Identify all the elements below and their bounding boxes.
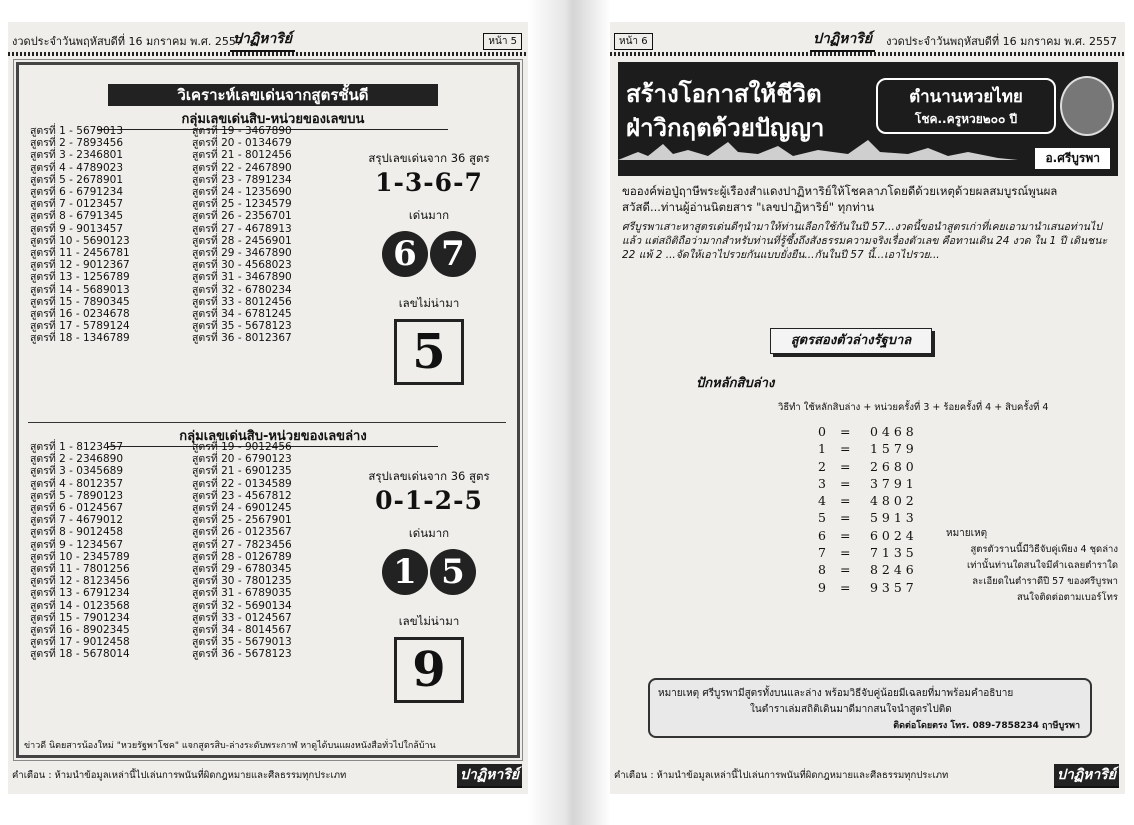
list-item: สูตรที่ 28 - 2456901 [192, 234, 292, 247]
list-item: สูตรที่ 18 - 5678014 [30, 648, 130, 661]
list-item: สูตรที่ 23 - 4567812 [192, 489, 292, 502]
list-item: สูตรที่ 34 - 6781245 [192, 308, 292, 321]
section2-summary-numbers: 0-1-2-5 [375, 486, 483, 515]
author-badge: อ.ศรีบูรพา [1035, 148, 1110, 169]
list-item: สูตรที่ 25 - 1234579 [192, 198, 292, 211]
list-item: สูตรที่ 3 - 0345689 [30, 465, 124, 478]
section1-summary [354, 150, 504, 385]
list-item: สูตรที่ 17 - 9012458 [30, 636, 130, 649]
hero-banner [618, 62, 1118, 176]
list-item: สูตรที่ 2 - 7893456 [30, 137, 124, 150]
list-item: สูตรที่ 34 - 8014567 [192, 624, 292, 637]
list-item: สูตรที่ 11 - 2456781 [30, 247, 130, 260]
list-item: สูตรที่ 3 - 2346801 [30, 149, 124, 162]
list-item: สูตรที่ 31 - 6789035 [192, 587, 292, 600]
side-note-line: สูตรตัวรานนี้มีวิธีจับคู่เพียง 4 ชุดล่าง [970, 544, 1118, 555]
section1-summary-numbers: 1-3-6-7 [375, 168, 483, 197]
section1-title: กลุ่มเลขเด่นสิบ-หน่วยของเลขบน [98, 108, 448, 130]
list-item: สูตรที่ 33 - 8012456 [192, 295, 292, 308]
list-item: สูตรที่ 4 - 4789023 [30, 161, 124, 174]
left-page [8, 22, 528, 794]
formula-table [818, 424, 938, 597]
section1-col2 [192, 125, 292, 345]
list-item: สูตรที่ 6 - 0124567 [30, 502, 124, 515]
section2-summary-label: สรุปเลขเด่นจาก 36 สูตร [368, 469, 490, 483]
list-item: สูตรที่ 13 - 1256789 [30, 271, 130, 284]
section2-avoid-number: 9 [394, 637, 464, 703]
list-item: สูตรที่ 24 - 1235690 [192, 186, 292, 199]
side-note-line: เท่านั้นท่านใดสนใจมีคำเฉลยตำราใด [966, 560, 1118, 571]
list-item: สูตรที่ 21 - 8012456 [192, 149, 292, 162]
section2-avoid-label: เลขไม่น่ามา [398, 614, 460, 628]
list-item: สูตรที่ 22 - 0134589 [192, 477, 292, 490]
table-row: 5 = 5 9 1 3 [818, 510, 914, 526]
hero-ribbon [876, 78, 1056, 134]
table-row: 9 = 9 3 5 7 [818, 579, 914, 595]
left-header-rule [8, 52, 528, 56]
list-item: สูตรที่ 25 - 2567901 [192, 514, 292, 527]
list-item: สูตรที่ 14 - 0123568 [30, 599, 130, 612]
hero-line1: สร้างโอกาสให้ชีวิต [626, 80, 822, 108]
section-divider [28, 422, 506, 423]
intro-line1: ขอองค์พ่อปู่ฤาษีพระผู้เรืองสำแดงปาฏิหาริย์ให้โชคลาภโดยดีด้วยเหตุด้วยผลสมบูรณ์พูนผล [622, 184, 1058, 198]
list-item: สูตรที่ 10 - 5690123 [30, 234, 130, 247]
list-item: สูตรที่ 27 - 7823456 [192, 538, 292, 551]
section1-dominant-label: เด่นมาก [408, 208, 450, 222]
section1-summary-label: สรุปเลขเด่นจาก 36 สูตร [368, 151, 490, 165]
right-page-number: หน้า 6 [614, 33, 653, 50]
list-item: สูตรที่ 29 - 3467890 [192, 247, 292, 260]
list-item: สูตรที่ 5 - 7890123 [30, 489, 124, 502]
right-footer-logo: ปาฏิหาริย์ [1054, 764, 1119, 788]
table-row: 1 = 1 5 7 9 [818, 441, 914, 457]
list-item: สูตรที่ 7 - 0123457 [30, 198, 124, 211]
list-item: สูตรที่ 6 - 6791234 [30, 186, 124, 199]
list-item: สูตรที่ 23 - 7891234 [192, 173, 292, 186]
hermit-portrait-icon [1060, 76, 1114, 136]
list-item: สูตรที่ 8 - 6791345 [30, 210, 124, 223]
list-item: สูตรที่ 20 - 6790123 [192, 453, 292, 466]
list-item: สูตรที่ 10 - 2345789 [30, 550, 130, 563]
table-row: 2 = 2 6 8 0 [818, 458, 914, 474]
list-item: สูตรที่ 29 - 6780345 [192, 563, 292, 576]
table-row: 0 = 0 4 6 8 [818, 424, 914, 439]
list-item: สูตรที่ 14 - 5689013 [30, 283, 130, 296]
number-ball: 7 [430, 231, 476, 277]
list-item: สูตรที่ 9 - 9013457 [30, 222, 124, 235]
list-item: สูตรที่ 1 - 5679013 [30, 125, 124, 137]
list-item: สูตรที่ 7 - 4679012 [30, 514, 124, 527]
list-item: สูตรที่ 8 - 9012458 [30, 526, 124, 539]
list-item: สูตรที่ 16 - 8902345 [30, 624, 130, 637]
list-item: สูตรที่ 35 - 5678123 [192, 320, 292, 333]
side-note-title: หมายเหตุ [946, 528, 988, 539]
contact-line: ติดต่อโดยตรง โทร. 089-7858234 ฤาษีบูรพา [893, 721, 1080, 731]
list-item: สูตรที่ 4 - 8012357 [30, 477, 124, 490]
list-item: สูตรที่ 19 - 9012456 [192, 441, 292, 453]
list-item: สูตรที่ 12 - 9012367 [30, 259, 130, 272]
list-item: สูตรที่ 11 - 7801256 [30, 563, 130, 576]
table-row: 8 = 8 2 4 6 [818, 562, 914, 578]
table-row: 3 = 3 7 9 1 [818, 475, 914, 491]
list-item: สูตรที่ 15 - 7901234 [30, 611, 130, 624]
number-ball: 5 [430, 549, 476, 595]
list-item: สูตรที่ 2 - 2346890 [30, 453, 124, 466]
list-item: สูตรที่ 26 - 0123567 [192, 526, 292, 539]
list-item: สูตรที่ 36 - 8012367 [192, 332, 292, 345]
list-item: สูตรที่ 21 - 6901235 [192, 465, 292, 478]
section1-dominant-balls [354, 231, 504, 277]
list-item: สูตรที่ 1 - 8123457 [30, 441, 124, 453]
left-footnote: ข่าวดี นิตยสารน้องใหม่ "หวยรัฐพาโชค" แจกสูตรสิบ-ล่างระดับพระกาฬ หาดูได้บนแผงหนังสือทั่วไปใกล้บ้าน [24, 741, 436, 751]
list-item: สูตรที่ 28 - 0126789 [192, 550, 292, 563]
section2-col2 [192, 441, 292, 661]
list-item: สูตรที่ 27 - 4678913 [192, 222, 292, 235]
right-header-logo: ปาฏิหาริย์ [810, 28, 875, 52]
list-item: สูตรที่ 16 - 0234678 [30, 308, 130, 321]
left-banner: วิเคราะห์เลขเด่นจากสูตรชั้นดี [108, 84, 438, 106]
list-item: สูตรที่ 32 - 5690134 [192, 599, 292, 612]
section1-avoid-label: เลขไม่น่ามา [398, 296, 460, 310]
list-item: สูตรที่ 32 - 6780234 [192, 283, 292, 296]
ribbon-title: ตำนานหวยไทย [909, 87, 1023, 107]
bottom-note-box [648, 678, 1092, 738]
side-note [946, 526, 1118, 606]
list-item: สูตรที่ 12 - 8123456 [30, 575, 130, 588]
left-page-number: หน้า 5 [483, 33, 522, 50]
right-header-rule [610, 52, 1125, 56]
formula-title: สูตรสองตัวล่างรัฐบาล [770, 328, 932, 354]
number-ball: 1 [382, 549, 428, 595]
ribbon-subtitle: โชค..ครูหวย๒๐๐ ปี [914, 112, 1018, 126]
left-header [8, 30, 528, 50]
body-paragraph: ศรีบูรพาเสาะหาสูตรเด่นดีๆนำมาให้ท่านเลือกใช้กันในปี 57...งวดนี้ขอนำสูตรเก่าที่เคยเอามานำเสนอท่านไปแล้ว แต่สถิติถือว่ามากสำหรับท่านที่รู้ซึ้งถึงสังธรรมความจริงเรื่องตัวเลข คือทานเดิน 24 งวด ใน 1 ปี เดินชนะ 22 แพ้ 2 ...จัดให้เอาไปรวยกันแบบยั่งยืน...กันในปี 57 นี้...เอาไปรวย... [622, 221, 1108, 261]
right-header-date: งวดประจำวันพฤหัสบดีที่ 16 มกราคม พ.ศ. 2557 [886, 35, 1117, 48]
section2-title: กลุ่มเลขเด่นสิบ-หน่วยของเลขล่าง [108, 425, 438, 447]
list-item: สูตรที่ 35 - 5679013 [192, 636, 292, 649]
section2-dominant-label: เด่นมาก [408, 526, 450, 540]
list-item: สูตรที่ 33 - 0124567 [192, 611, 292, 624]
left-header-date: งวดประจำวันพฤหัสบดีที่ 16 มกราคม พ.ศ. 2557 [12, 35, 243, 48]
table-row: 4 = 4 8 0 2 [818, 493, 914, 509]
list-item: สูตรที่ 31 - 3467890 [192, 271, 292, 284]
list-item: สูตรที่ 9 - 1234567 [30, 538, 124, 551]
list-item: สูตรที่ 30 - 7801235 [192, 575, 292, 588]
formula-subtitle: ปักหลักสิบล่าง [696, 376, 775, 391]
right-warning: คำเตือน : ห้ามนำข้อมูลเหล่านี้ไปเล่นการพนันที่ผิดกฎหมายและศีลธรรมทุกประเภท [614, 770, 949, 781]
hero-line2: ฝ่าวิกฤตด้วยปัญญา [626, 114, 825, 142]
list-item: สูตรที่ 30 - 4568023 [192, 259, 292, 272]
section1-avoid-number: 5 [394, 319, 464, 385]
section2-summary [354, 468, 504, 703]
left-warning: คำเตือน : ห้ามนำข้อมูลเหล่านี้ไปเล่นการพนันที่ผิดกฎหมายและศีลธรรมทุกประเภท [12, 770, 347, 781]
list-item: สูตรที่ 15 - 7890345 [30, 295, 130, 308]
list-item: สูตรที่ 20 - 0134679 [192, 137, 292, 150]
side-note-line: ละเอียดในตำราดีปี 57 ของศรีบูรพา [972, 576, 1118, 587]
table-row: 7 = 7 1 3 5 [818, 545, 914, 561]
list-item: สูตรที่ 18 - 1346789 [30, 332, 130, 345]
bottom-note-line2: ในตำราเล่มสถิติเดินมาดีมากสนใจนำสูตรไปติด [750, 704, 952, 715]
number-ball: 6 [382, 231, 428, 277]
section2-col1 [30, 441, 130, 661]
bottom-note-line1: หมายเหตุ ศรีบูรพามีสูตรทั้งบนและล่าง พร้อมวิธีจับคู่น้อยมีเฉลยที่มาพร้อมคำอธิบาย [658, 688, 1014, 699]
list-item: สูตรที่ 26 - 2356701 [192, 210, 292, 223]
intro-line2: สวัสดี...ท่านผู้อ่านนิตยสาร "เลขปาฏิหาริย์" ทุกท่าน [622, 200, 875, 214]
list-item: สูตรที่ 13 - 6791234 [30, 587, 130, 600]
side-note-line: สนใจติดต่อตามเบอร์โทร [1016, 592, 1118, 603]
formula-method: วิธีทำ ใช้หลักสิบล่าง + หน่วยครั้งที่ 3 + ร้อยครั้งที่ 4 + สิบครั้งที่ 4 [778, 402, 1049, 413]
list-item: สูตรที่ 17 - 5789124 [30, 320, 130, 333]
list-item: สูตรที่ 36 - 5678123 [192, 648, 292, 661]
list-item: สูตรที่ 19 - 3467890 [192, 125, 292, 137]
list-item: สูตรที่ 5 - 2678901 [30, 173, 124, 186]
left-header-logo: ปาฏิหาริย์ [230, 28, 295, 52]
page-gutter [528, 0, 610, 825]
section2-dominant-balls [354, 549, 504, 595]
section1-col1 [30, 125, 130, 345]
list-item: สูตรที่ 24 - 6901245 [192, 502, 292, 515]
right-page [610, 22, 1125, 794]
left-footer-logo: ปาฏิหาริย์ [457, 764, 522, 788]
table-row: 6 = 6 0 2 4 [818, 527, 914, 543]
list-item: สูตรที่ 22 - 2467890 [192, 161, 292, 174]
right-header [610, 30, 1125, 50]
